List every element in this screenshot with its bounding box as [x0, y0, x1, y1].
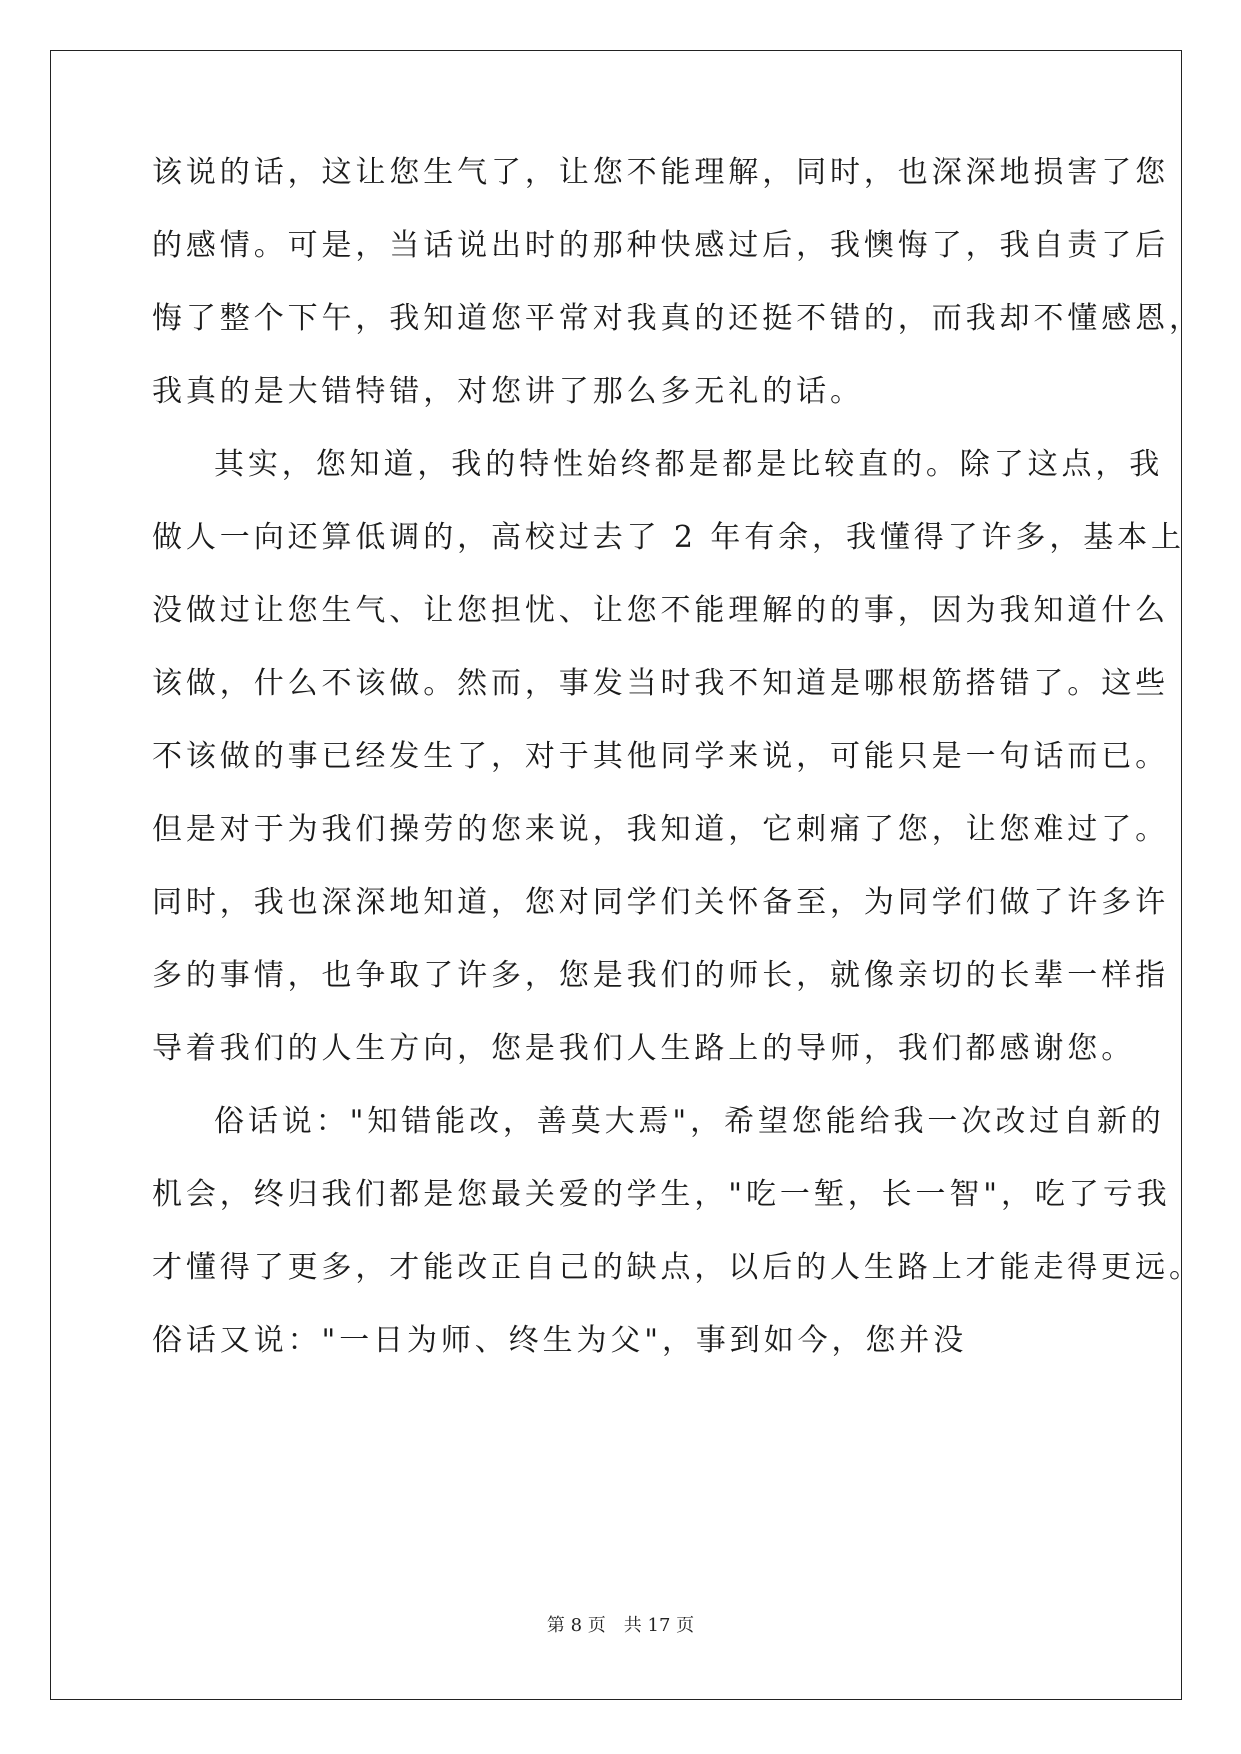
text-line: 但是对于为我们操劳的您来说，我知道，它刺痛了您，让您难过了。 — [152, 812, 1169, 847]
paragraph-start-line: 俗话说："知错能改，善莫大焉"，希望您能给我一次改过自新的 — [214, 1104, 1165, 1139]
text-line: 该说的话，这让您生气了，让您不能理解，同时，也深深地损害了您 — [152, 155, 1169, 190]
text-line: 没做过让您生气、让您担忧、让您不能理解的的事，因为我知道什么 — [152, 593, 1169, 628]
page-total: 共 17 页 — [623, 1615, 695, 1636]
text-line: 机会，终归我们都是您最关爱的学生，"吃一堑，长一智"，吃了亏我 — [152, 1177, 1171, 1212]
page-border — [50, 50, 1203, 1700]
text-line: 的感情。可是，当话说出时的那种快感过后，我懊悔了，我自责了后 — [152, 228, 1169, 263]
page-footer — [0, 1614, 1241, 1638]
text-line: 俗话又说："一日为师、终生为父"，事到如今，您并没 — [152, 1323, 968, 1358]
text-line: 我真的是大错特错，对您讲了那么多无礼的话。 — [152, 374, 864, 409]
text-line: 导着我们的人生方向，您是我们人生路上的导师，我们都感谢您。 — [152, 1031, 1136, 1066]
text-line: 才懂得了更多，才能改正自己的缺点，以后的人生路上才能走得更远。 — [152, 1250, 1203, 1285]
text-line: 做人一向还算低调的，高校过去了 2 年有余，我懂得了许多，基本上 — [152, 520, 1185, 555]
text-line: 多的事情，也争取了许多，您是我们的师长，就像亲切的长辈一样指 — [152, 958, 1169, 993]
text-line: 悔了整个下午，我知道您平常对我真的还挺不错的，而我却不懂感恩， — [152, 301, 1203, 336]
page-number: 第 8 页 — [546, 1615, 606, 1636]
text-line: 该做，什么不该做。然而，事发当时我不知道是哪根筋搭错了。这些 — [152, 666, 1169, 701]
text-line: 不该做的事已经发生了，对于其他同学来说，可能只是一句话而已。 — [152, 739, 1169, 774]
paragraph-start-line: 其实，您知道，我的特性始终都是都是比较直的。除了这点，我 — [214, 447, 1164, 482]
text-line: 同时，我也深深地知道，您对同学们关怀备至，为同学们做了许多许 — [152, 885, 1169, 920]
